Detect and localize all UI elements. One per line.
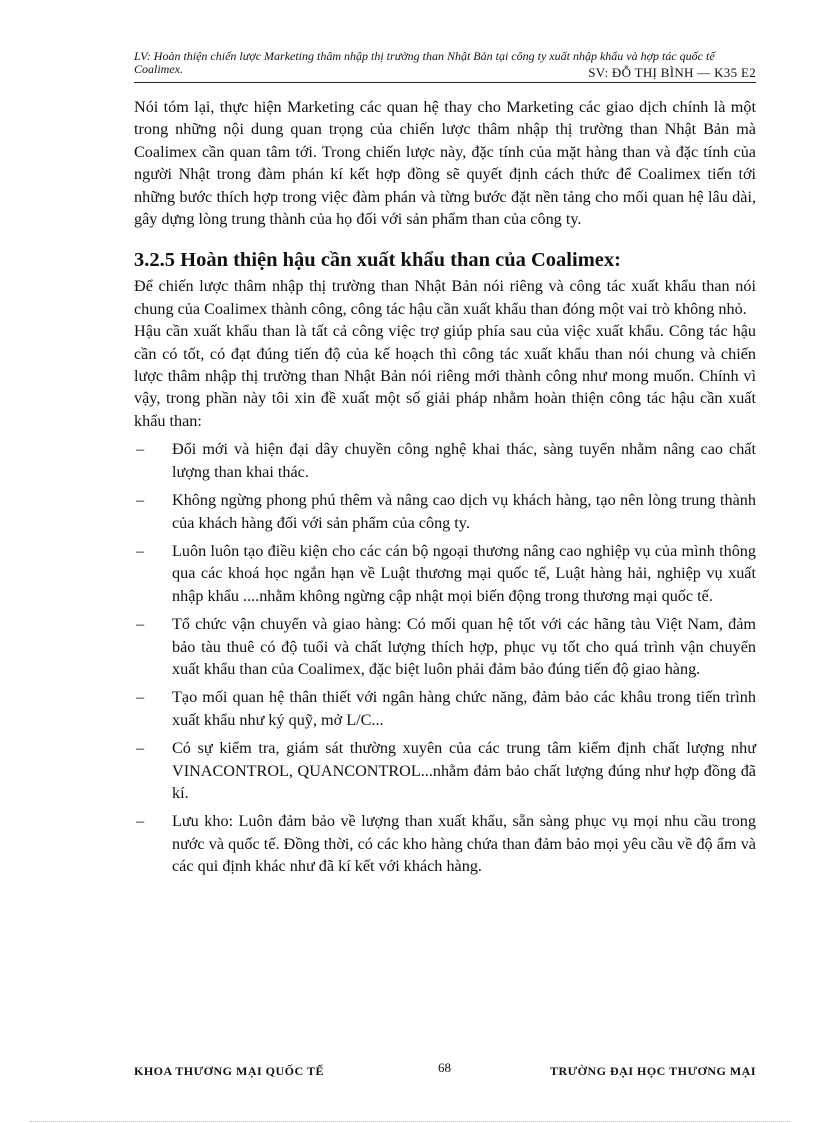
list-item <box>134 489 756 534</box>
bullet-marker: – <box>136 541 145 560</box>
intro-paragraph: Nói tóm lại, thực hiện Marketing các quan hệ thay cho Marketing các giao dịch chính là một trong những nội dung quan trọng của chiến lược thâm nhập thị trường than Nhật Bản mà Coalimex cần quan tâm tới. Trong chiến lược này, đặc tính của mặt hàng than và đặc tính của người Nhật trong đàm phán kí kết hợp đồng sẽ quyết định cách thức để Coalimex tiến tới những bước thích hợp trong việc đàm phán và từng bước đặt nền tảng cho mối quan hệ lâu dài, gây dựng lòng trung thành của họ đối với sản phẩm than của công ty. <box>134 98 756 229</box>
list-item <box>134 737 756 804</box>
bullet-marker: – <box>136 615 145 634</box>
paragraph-2: Hậu cần xuất khẩu than là tất cả công việc trợ giúp phía sau của việc xuất khẩu. Công tác hậu cần có tốt, có đạt đúng tiến độ của kế hoạch thì công tác xuất khẩu than nói chung và chiến lược thâm nhập thị trường than Nhật Bản nói riêng mới thành công như mong muốn. Chính vì vậy, trong phần này tôi xin đề xuất một số giải pháp nhằm hoàn thiện công tác hậu cần xuất khẩu than: <box>134 322 756 430</box>
list-item-text: Luôn luôn tạo điều kiện cho các cán bộ ngoại thương nâng cao nghiệp vụ của mình thông qua các khoá học ngắn hạn về Luật thương mại quốc tế, Luật hàng hải, nghiệp vụ xuất nhập khẩu ....nhằm không ngừng cập nhật mọi biến động trong thương mại quốc tế. <box>172 541 756 605</box>
bullet-marker: – <box>136 688 145 707</box>
footer-faculty: KHOA THƯƠNG MẠI QUỐC TẾ <box>134 1064 324 1078</box>
list-item <box>134 438 756 483</box>
bullet-marker: – <box>136 440 145 459</box>
list-item-text: Lưu kho: Luôn đảm bảo về lượng than xuất khẩu, sẵn sàng phục vụ mọi nhu cầu trong nước và quốc tế. Đồng thời, có các kho hàng chứa than đảm bảo mọi yêu cầu về độ ẩm và các qui định khác như đã kí kết với khách hàng. <box>172 812 756 876</box>
document-body <box>134 96 756 878</box>
bullet-marker: – <box>136 739 145 758</box>
thesis-title: LV: Hoàn thiện chiến lược Marketing thâm nhập thị trường than Nhật Bản tại công ty xuất nhập khẩu và hợp tác quốc tế Coalimex. <box>134 49 715 76</box>
list-item-text: Tạo mối quan hệ thân thiết với ngân hàng chức năng, đảm bảo các khâu trong tiến trình xuất khẩu như ký quỹ, mở L/C... <box>172 688 756 729</box>
bullet-marker: – <box>136 491 145 510</box>
bullet-marker: – <box>136 812 145 831</box>
student-name: SV: ĐỖ THỊ BÌNH — K35 E2 <box>588 65 756 80</box>
list-item <box>134 810 756 877</box>
footer-university: TRƯỜNG ĐẠI HỌC THƯƠNG MẠI <box>549 1064 756 1078</box>
page-footer <box>134 1062 756 1080</box>
page-number: 68 <box>438 1060 451 1075</box>
paragraph-1: Để chiến lược thâm nhập thị trường than Nhật Bản nói riêng và công tác xuất khẩu than nói chung của Coalimex thành công, công tác hậu cần xuất khẩu than đóng một vai trò không nhỏ. <box>134 277 756 318</box>
list-item-text: Có sự kiểm tra, giám sát thường xuyên của các trung tâm kiểm định chất lượng như VINACONTROL, QUANCONTROL...nhằm đảm bảo chất lượng đúng như hợp đồng đã kí. <box>172 739 756 802</box>
list-item-text: Tổ chức vận chuyển và giao hàng: Có mối quan hệ tốt với các hãng tàu Việt Nam, đảm bảo tàu thuê có độ tuổi và chất lượng thích hợp, phục vụ tốt cho quá trình vận chuyển xuất khẩu than của Coalimex, đặc biệt luôn phải đảm bảo đúng tiến độ giao hàng. <box>172 615 756 678</box>
list-item-text: Đổi mới và hiện đại dây chuyền công nghệ khai thác, sàng tuyển nhằm nâng cao chất lượng than khai thác. <box>172 440 756 481</box>
list-item <box>134 540 756 607</box>
list-item <box>134 613 756 680</box>
page-header <box>134 50 756 83</box>
list-item-text: Không ngừng phong phú thêm và nâng cao dịch vụ khách hàng, tạo nên lòng trung thành của khách hàng đối với sản phẩm của công ty. <box>172 491 756 532</box>
section-heading: 3.2.5 Hoàn thiện hậu cần xuất khẩu than của Coalimex: <box>134 249 621 272</box>
list-item <box>134 686 756 731</box>
